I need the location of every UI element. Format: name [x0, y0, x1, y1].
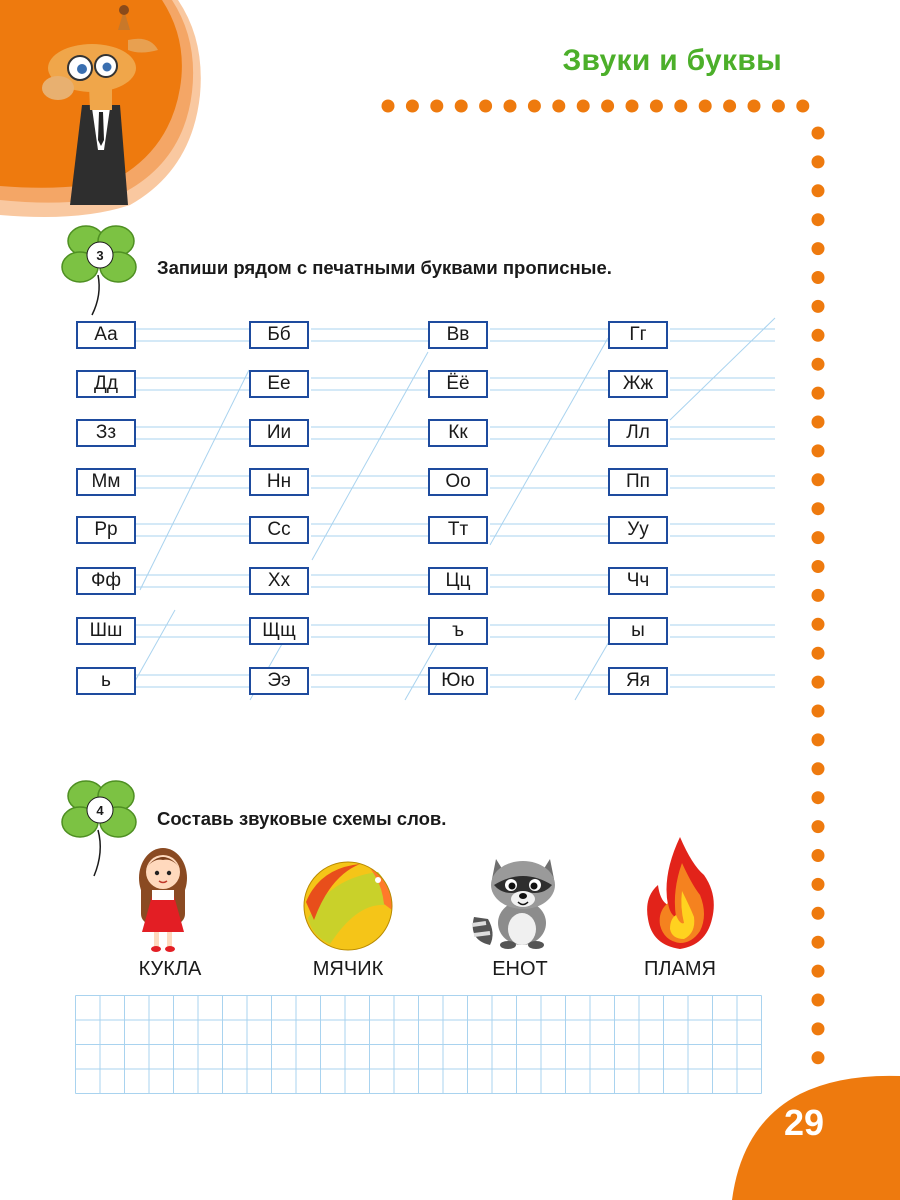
letter-box: Кк	[428, 419, 488, 447]
letter-box: Гг	[608, 321, 668, 349]
letter-box: Юю	[428, 667, 488, 695]
letter-box: ы	[608, 617, 668, 645]
task4-instruction: Составь звуковые схемы слов.	[157, 808, 447, 829]
slant-guide-line	[490, 338, 608, 545]
letter-box: Ёё	[428, 370, 488, 398]
letter-box: Рр	[76, 516, 136, 544]
letter-box: Чч	[608, 567, 668, 595]
letter-box: Мм	[76, 468, 136, 496]
letter-box: Хх	[249, 567, 309, 595]
letter-box: ъ	[428, 617, 488, 645]
flame-image	[640, 835, 720, 953]
letter-box: Аа	[76, 321, 136, 349]
letter-box: Дд	[76, 370, 136, 398]
page-title: Звуки и буквы	[562, 44, 782, 77]
letter-box: Сс	[249, 516, 309, 544]
task-number-4: 4	[96, 803, 104, 818]
letter-box: Жж	[608, 370, 668, 398]
task3-instruction: Запиши рядом с печатными буквами прописные.	[157, 257, 612, 278]
clover-badge-3	[58, 215, 144, 320]
page-number: 29	[784, 1102, 825, 1143]
slant-guide-line	[140, 370, 249, 590]
raccoon-image	[466, 845, 562, 950]
word-label-2: МЯЧИК	[312, 958, 384, 980]
letter-box: Вв	[428, 321, 488, 349]
letter-box: Фф	[76, 567, 136, 595]
letter-box: Оо	[428, 468, 488, 496]
letter-box: Цц	[428, 567, 488, 595]
slant-guide-line	[130, 610, 175, 690]
letter-box: Нн	[249, 468, 309, 496]
ball-image	[300, 858, 396, 954]
letter-box: Уу	[608, 516, 668, 544]
task-number-3: 3	[96, 248, 104, 263]
letter-box: Ее	[249, 370, 309, 398]
slant-guide-line	[312, 352, 428, 560]
letter-box: Бб	[249, 321, 309, 349]
slant-guide-line	[575, 640, 610, 700]
slant-guide-line	[670, 318, 775, 420]
sound-scheme-grid[interactable]	[75, 995, 765, 1095]
letter-box: Яя	[608, 667, 668, 695]
letter-box: Ээ	[249, 667, 309, 695]
letter-box: Пп	[608, 468, 668, 496]
letter-box: Щщ	[249, 617, 309, 645]
word-label-4: ПЛАМЯ	[644, 958, 716, 980]
letter-box: Ии	[249, 419, 309, 447]
letter-box: Зз	[76, 419, 136, 447]
word-label-1: КУКЛА	[138, 958, 202, 980]
letter-box: Лл	[608, 419, 668, 447]
doll-image	[128, 838, 198, 956]
letter-box: ь	[76, 667, 136, 695]
word-label-3: ЕНОТ	[492, 958, 548, 980]
letter-box: Тт	[428, 516, 488, 544]
letter-box: Шш	[76, 617, 136, 645]
